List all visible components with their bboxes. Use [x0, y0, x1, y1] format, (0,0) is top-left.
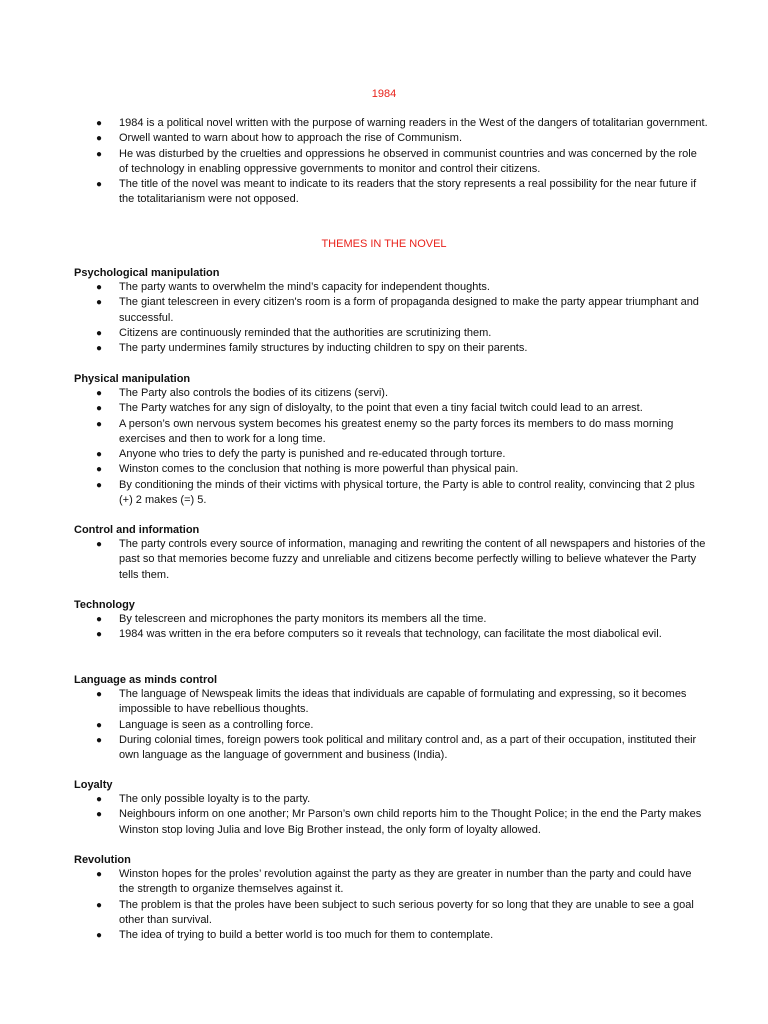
bullet-icon: ● [96, 930, 103, 942]
list-item: ● 1984 is a political novel written with the purpose of warning readers in the West of the dangers of totalitarian government. [0, 116, 768, 131]
bullet-icon: ● [96, 464, 103, 476]
list-item: ● Language is seen as a controlling force. [0, 718, 768, 733]
bullet-icon: ● [96, 118, 103, 129]
bullet-icon: ● [96, 297, 103, 309]
list-item: ● Orwell wanted to warn about how to approach the rise of Communism. [0, 131, 768, 146]
section-list [0, 280, 768, 356]
section-list [0, 537, 768, 583]
document-title: 1984 [371, 88, 397, 100]
bullet-icon: ● [96, 403, 103, 415]
list-item: ● The party undermines family structures by inducting children to spy on their parents. [0, 341, 768, 356]
bullet-icon: ● [96, 794, 103, 805]
bullet-icon: ● [96, 133, 103, 145]
bullet-icon: ● [96, 539, 103, 550]
bullet-icon: ● [96, 734, 103, 746]
list-item: ● The problem is that the proles have been subject to such serious poverty for so long that they are unable to see a goal other than survival. [96, 898, 694, 926]
list-item: ● By conditioning the minds of their victims with physical torture, the Party is able to control reality, convincing that 2 plus (+) 2 makes (=) 5. [96, 478, 695, 507]
section-list [0, 612, 768, 643]
bullet-icon: ● [96, 689, 103, 700]
section-heading: Language as minds control [74, 674, 218, 686]
bullet-icon: ● [96, 869, 103, 880]
themes-title: THEMES IN THE NOVEL [321, 238, 447, 250]
list-item: ● During colonial times, foreign powers took political and military control and, as a part of their occupation, instituted their own language as the language of government and business (India). [96, 733, 697, 762]
section-heading: Revolution [74, 854, 131, 866]
list-item: ● Neighbours inform on one another; Mr Parson’s own child reports him to the Thought Police; in the end the Party makes Winston stop loving Julia and love Big Brother instead, the only form of loyalty allowed. [96, 808, 702, 836]
list-item: ● The title of the novel was meant to indicate to its readers that the story represents a real possibility for the near future if the totalitarianism were not opposed. [96, 178, 697, 206]
section-list [0, 792, 768, 838]
list-item: ● The giant telescreen in every citizen's room is a form of propaganda designed to make the party appear triumphant and successful. [96, 296, 699, 324]
list-item: ● The Party also controls the bodies of its citizens (servi). [0, 386, 768, 401]
bullet-icon: ● [96, 148, 103, 160]
list-item: ● Winston comes to the conclusion that nothing is more powerful than physical pain. [0, 462, 768, 477]
section-list [0, 867, 768, 943]
section-heading: Loyalty [74, 779, 113, 791]
list-item: ● A person’s own nervous system becomes his greatest enemy so the party forces its members to do mass morning exercises and then to work for a long time. [96, 417, 674, 445]
bullet-icon: ● [96, 629, 103, 641]
bullet-icon: ● [96, 418, 103, 430]
list-item: ● The language of Newspeak limits the ideas that individuals are capable of formulating and expressing, so it becomes impossible to have rebellious thoughts. [96, 688, 687, 716]
list-item: ● The party wants to overwhelm the mind’s capacity for independent thoughts. [0, 280, 768, 295]
list-item: ● The idea of trying to build a better world is too much for them to contemplate. [0, 928, 768, 943]
list-item: ● Anyone who tries to defy the party is punished and re-educated through torture. [0, 447, 768, 462]
list-item: ● The party controls every source of information, managing and rewriting the content of all newspapers and histories of the past so that memories become fuzzy and unreliable and citizens become perfectly willing to believe whatever the Party tells them. [96, 538, 706, 581]
list-item: ● He was disturbed by the cruelties and oppressions he observed in communist countries and was concerned by the role of technology in enabling oppressive governments to monitor and control their citizens. [96, 147, 697, 175]
section-heading: Control and information [74, 524, 200, 536]
bullet-icon: ● [96, 327, 103, 339]
list-item: ● The Party watches for any sign of disloyalty, to the point that even a tiny facial twitch could lead to an arrest. [0, 401, 768, 416]
list-item: ● The only possible loyalty is to the party. [0, 792, 768, 807]
bullet-icon: ● [96, 388, 103, 399]
intro-list [0, 116, 768, 208]
bullet-icon: ● [96, 179, 103, 191]
bullet-icon: ● [96, 809, 103, 821]
list-item: ● By telescreen and microphones the party monitors its members all the time. [0, 612, 768, 627]
list-item: ● 1984 was written in the era before computers so it reveals that technology, can facilitate the most diabolical evil. [0, 627, 768, 642]
section-heading: Technology [74, 599, 135, 611]
bullet-icon: ● [96, 343, 103, 355]
section-list [0, 687, 768, 763]
bullet-icon: ● [96, 614, 103, 625]
bullet-icon: ● [96, 282, 103, 293]
bullet-icon: ● [96, 899, 103, 911]
section-heading: Physical manipulation [74, 373, 191, 385]
section-heading: Psychological manipulation [74, 267, 220, 279]
bullet-icon: ● [96, 449, 103, 461]
list-item: ● Citizens are continuously reminded that the authorities are scrutinizing them. [0, 326, 768, 341]
bullet-icon: ● [96, 719, 103, 731]
section-list [0, 386, 768, 508]
bullet-icon: ● [96, 479, 103, 491]
list-item: ● Winston hopes for the proles’ revolution against the party as they are greater in number than the party and could have the strength to organize themselves against it. [96, 868, 692, 896]
